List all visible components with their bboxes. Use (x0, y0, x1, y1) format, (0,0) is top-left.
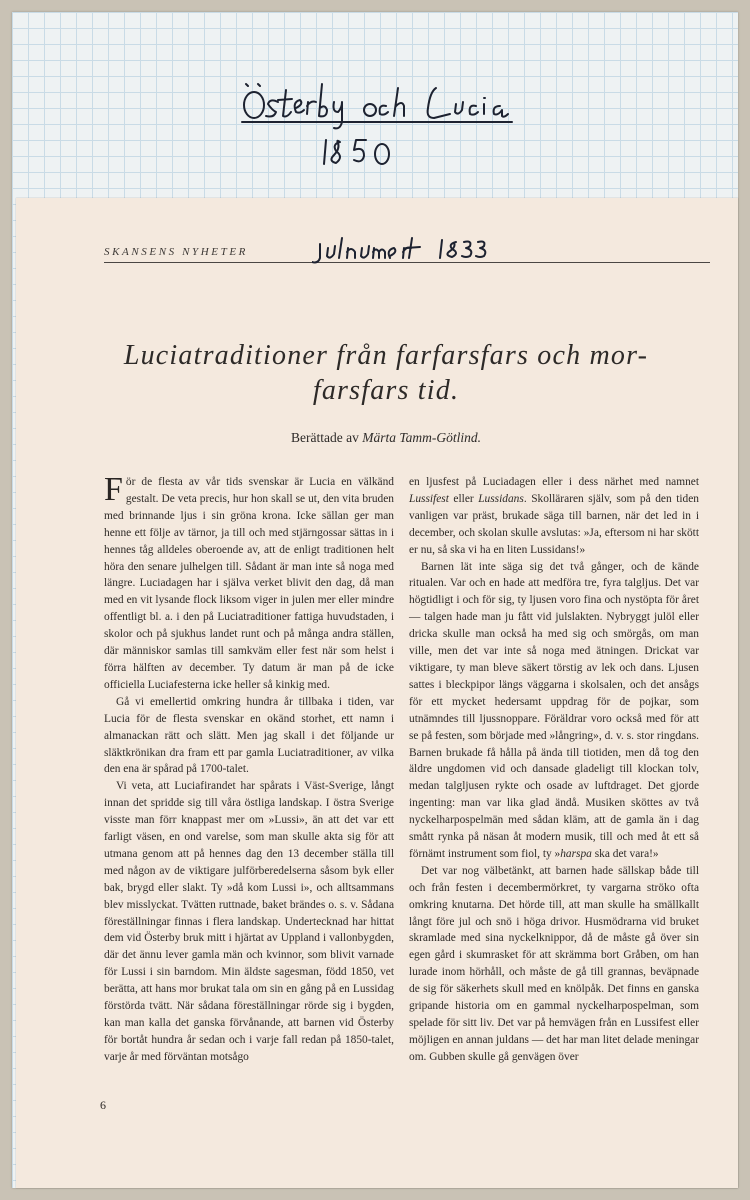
article-paragraph (104, 471, 394, 694)
page-number: 6 (100, 1098, 106, 1112)
newspaper-clipping (16, 198, 738, 1188)
paragraph-text: eller (448, 492, 479, 505)
handwritten-title-note (212, 68, 532, 178)
article-heading (76, 338, 696, 408)
paragraph-text: . Skolläraren själv, som på den tiden vanligen var präst, brukade säga till barnen, när det led in i december, och skolan skulle avslutas: »Ja, eftersom ni har skött er nu, så ska vi ha en liten Lussidans!» (409, 492, 699, 556)
paragraph-text: ska det vara!» (591, 847, 659, 860)
emphasis-text: Lussidans (478, 492, 524, 505)
emphasis-text: Lussifest (409, 492, 449, 505)
handwritten-title-drawing (212, 68, 532, 178)
paragraph-text: en ljusfest på Luciadagen eller i dess närhet med namnet (409, 476, 699, 488)
emphasis-text: harspa (560, 847, 592, 860)
byline-author: Märta Tamm-Götlind. (362, 430, 481, 445)
article-column-right (409, 474, 699, 1066)
drop-cap: F (104, 471, 123, 508)
paragraph-text: Barnen lät inte säga sig det två gånger, och de kände ritualen. Var och en hade att medföra tre, fyra talgljus. Det var högtidligt i och för sig, ty ljusen voro fina och nystöpta för året — talgen hade man ju fått vid julslakten. Nybryggt julöl eller dricka skulle man också ha med sig och smörgås, om man ville, men det var inte så noga med ätningen. Drickat var viktigare, ty man bleve säkert törstig av lek och dans. Ljusen sattes i bleckpipor längs väggarna i skolsalen, och det ansågs för ett mycket hedersamt uppdrag för de pojkar, som utnämndes till ljussnoppare. Föräldrar voro också med för att se på festen, som började med »långring», d. v. s. stor ringdans. Barnen brukade få hålla på ända till tiotiden, men då tog den äldre ungdomen vid och dansade gladeligt till klockan tolv, medan talgljusen rykte och osade av luftdraget. Det gjorde ingenting: man var lika glad ändå. Musiken sköttes av två nyckelharpospelmän med sådan kläm, att de gamla än i dag smått rynka på näsan åt modern musik, till och med åt ett så förnämt instrument som fiol, ty » (409, 560, 699, 860)
heading-line-1: Luciatraditioner från farfarsfars och mor- (123, 340, 649, 371)
masthead: SKANSENS NYHETER (104, 246, 248, 258)
article-paragraph (409, 559, 699, 863)
byline-prefix: Berättade av (291, 430, 359, 445)
article-column-left (104, 471, 394, 1066)
article-paragraph: Vi veta, att Luciafirandet har spårats i Väst-Sverige, långt innan det spridde sig till våra östliga landskap. I östra Sverige visste man förr knappast mer om »Lussi», än att det var ett farligt väsen, en ond varelse, som man skulle akta sig för att utmana genom att på hennes dag den 13 december ställa till med någon av de viktigare julförberedelserna såsom byk eller bak, brygd eller slakt. Ty »då kom Lussi i», och alltsammans blev misslyckat. Tvätten ruttnade, baket brändes o. s. v. Sådana föreställningar finnas i flera landskap. Undertecknad har hittat dem vid Österby bruk mitt i hjärtat av Uppland i vallonbygden, där det ännu lever gamla män och kvinnor, som blivit varnade för Lussi i sin barndom. Min äldste sagesman, född 1850, vet berätta, att hans mor brukat tala om sin en gång på en Lussidag förstörda tvätt. När sådana föreställningar rörde sig i bygden, kan man kalla det ganska förvånande, att barnen vid Österby för bortåt hundra år sedan och i varje fall redan på 1850-talet, varje år med förväntan motsågo (104, 780, 394, 1063)
article-paragraph: Det var nog välbetänkt, att barnen hade sällskap både till och från festen i decembermörkret, ty vargarna strökо ofta omkring knutarna. Det hörde till, att man skulle ha smällkallt långt före jul och snö i höga drivor. Husmödrarna vid bruket skramlade med sina nyckelknippor, då de måste gå över sin egen gård i skumrasket för att skrämma bort Gråben, om han lurade inom hörhåll, och måste de gå till grannas, beväpnade de sig för säkerhets skull med en knölpåk. Det finns en ganska gripande historia om en gammal nyckelharpospelman, som spelade för sitt liv. Det var på hemvägen från en Lussifest eller möjligen en annan juldans — det har man litet delade meningar om. Gubben skulle gå genvägen över (409, 864, 699, 1063)
issue-note-text: julnumret 1933 (312, 232, 319, 233)
article-paragraph: Gå vi emellertid omkring hundra år tillbaka i tiden, var Lucia för de flesta svenskar en okänd storhet, ett namn i almanackan rätt och slätt. Men jag skall i det följande ur släktkrönikan dra fram ett par gamla Luciatraditioner, av vilka den ena är spårad på 1700-talet. (104, 695, 394, 776)
header-row (104, 232, 710, 264)
article-paragraph (409, 474, 699, 559)
handwritten-issue-note (312, 232, 512, 264)
heading-line-2: farsfars tid. (312, 375, 460, 406)
paragraph-text: ör de flesta av vår tids svenskar är Lucia en välkänd gestalt. De veta precis, hur hon skall se ut, den vita bruden med brinnande ljus i sin gröna krona. Icke sällan ger man henne ett följe av tärnor, ja till och med stjärngossar sättas in i hennes tåg alldeles oberoende av, att de enligt traditionen helt höra den senare julhelgen till. Sådant är man inte så noga med längre. Luciadagen har i själva verket blivit den dag, då man med en vit lysande flock liksom viger in julen mer eller mindre offentligt bl. a. i den på Luciatraditioner fattiga huvudstaden, i skolor och på sjukhus landet runt och på många andra ställen, där människor samlas till samkväm eller fest när som helst i förra hälften av december. Ty datum är man på de icke officiella Luciafesterna icke heller så kinkig med. (104, 476, 394, 691)
byline (76, 430, 696, 446)
